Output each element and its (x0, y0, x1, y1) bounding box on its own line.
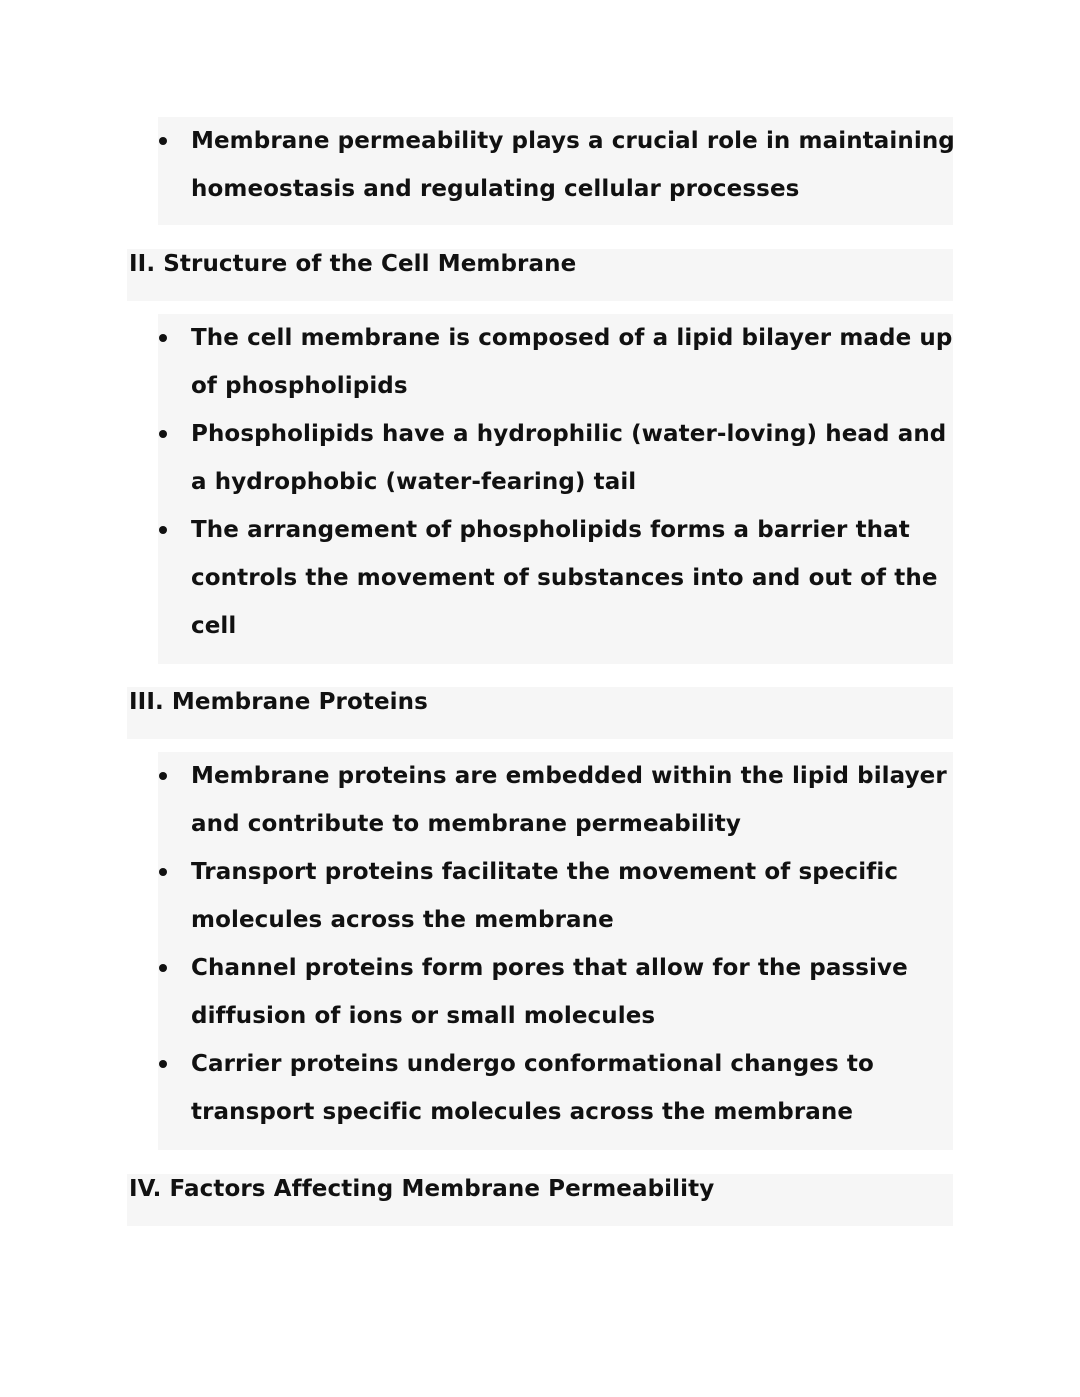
list-item (158, 1040, 953, 1136)
bullet-list (158, 314, 953, 664)
list-item (158, 752, 953, 848)
list-item-line: Membrane permeability plays a crucial role in maintaining (191, 128, 955, 154)
bullet-icon (159, 526, 167, 534)
list-item-line: homeostasis and regulating cellular processes (191, 176, 800, 202)
list-item-line: Phospholipids have a hydrophilic (water-loving) head and (191, 421, 947, 447)
section-heading (127, 1174, 953, 1226)
list-item-line: molecules across the membrane (191, 907, 614, 933)
list-item-line: Membrane proteins are embedded within the lipid bilayer (191, 763, 947, 789)
list-item (158, 314, 953, 410)
list-item (158, 117, 953, 213)
list-item-line: and contribute to membrane permeability (191, 811, 741, 837)
section-heading (127, 687, 953, 739)
heading-text: IV. Factors Affecting Membrane Permeability (129, 1176, 715, 1202)
bullet-icon (159, 1060, 167, 1068)
list-item-line: The arrangement of phospholipids forms a barrier that (191, 517, 910, 543)
list-item (158, 410, 953, 506)
list-item-line: Carrier proteins undergo conformational changes to (191, 1051, 874, 1077)
bullet-icon (159, 868, 167, 876)
list-item-line: transport specific molecules across the membrane (191, 1099, 854, 1125)
list-item-line: Channel proteins form pores that allow for the passive (191, 955, 908, 981)
bullet-icon (159, 334, 167, 342)
bullet-icon (159, 430, 167, 438)
bullet-list (158, 117, 953, 225)
list-item-line: a hydrophobic (water-fearing) tail (191, 469, 637, 495)
list-item (158, 506, 953, 650)
heading-text: III. Membrane Proteins (129, 689, 428, 715)
list-item-line: The cell membrane is composed of a lipid bilayer made up (191, 325, 953, 351)
list-item-line: controls the movement of substances into and out of the (191, 565, 938, 591)
bullet-list (158, 752, 953, 1150)
list-item-line: Transport proteins facilitate the movement of specific (191, 859, 899, 885)
heading-text: II. Structure of the Cell Membrane (129, 251, 577, 277)
bullet-icon (159, 772, 167, 780)
bullet-icon (159, 137, 167, 145)
list-item (158, 944, 953, 1040)
list-item-line: diffusion of ions or small molecules (191, 1003, 656, 1029)
list-item-line: of phospholipids (191, 373, 408, 399)
list-item (158, 848, 953, 944)
bullet-icon (159, 964, 167, 972)
section-heading (127, 249, 953, 301)
list-item-line: cell (191, 613, 237, 639)
